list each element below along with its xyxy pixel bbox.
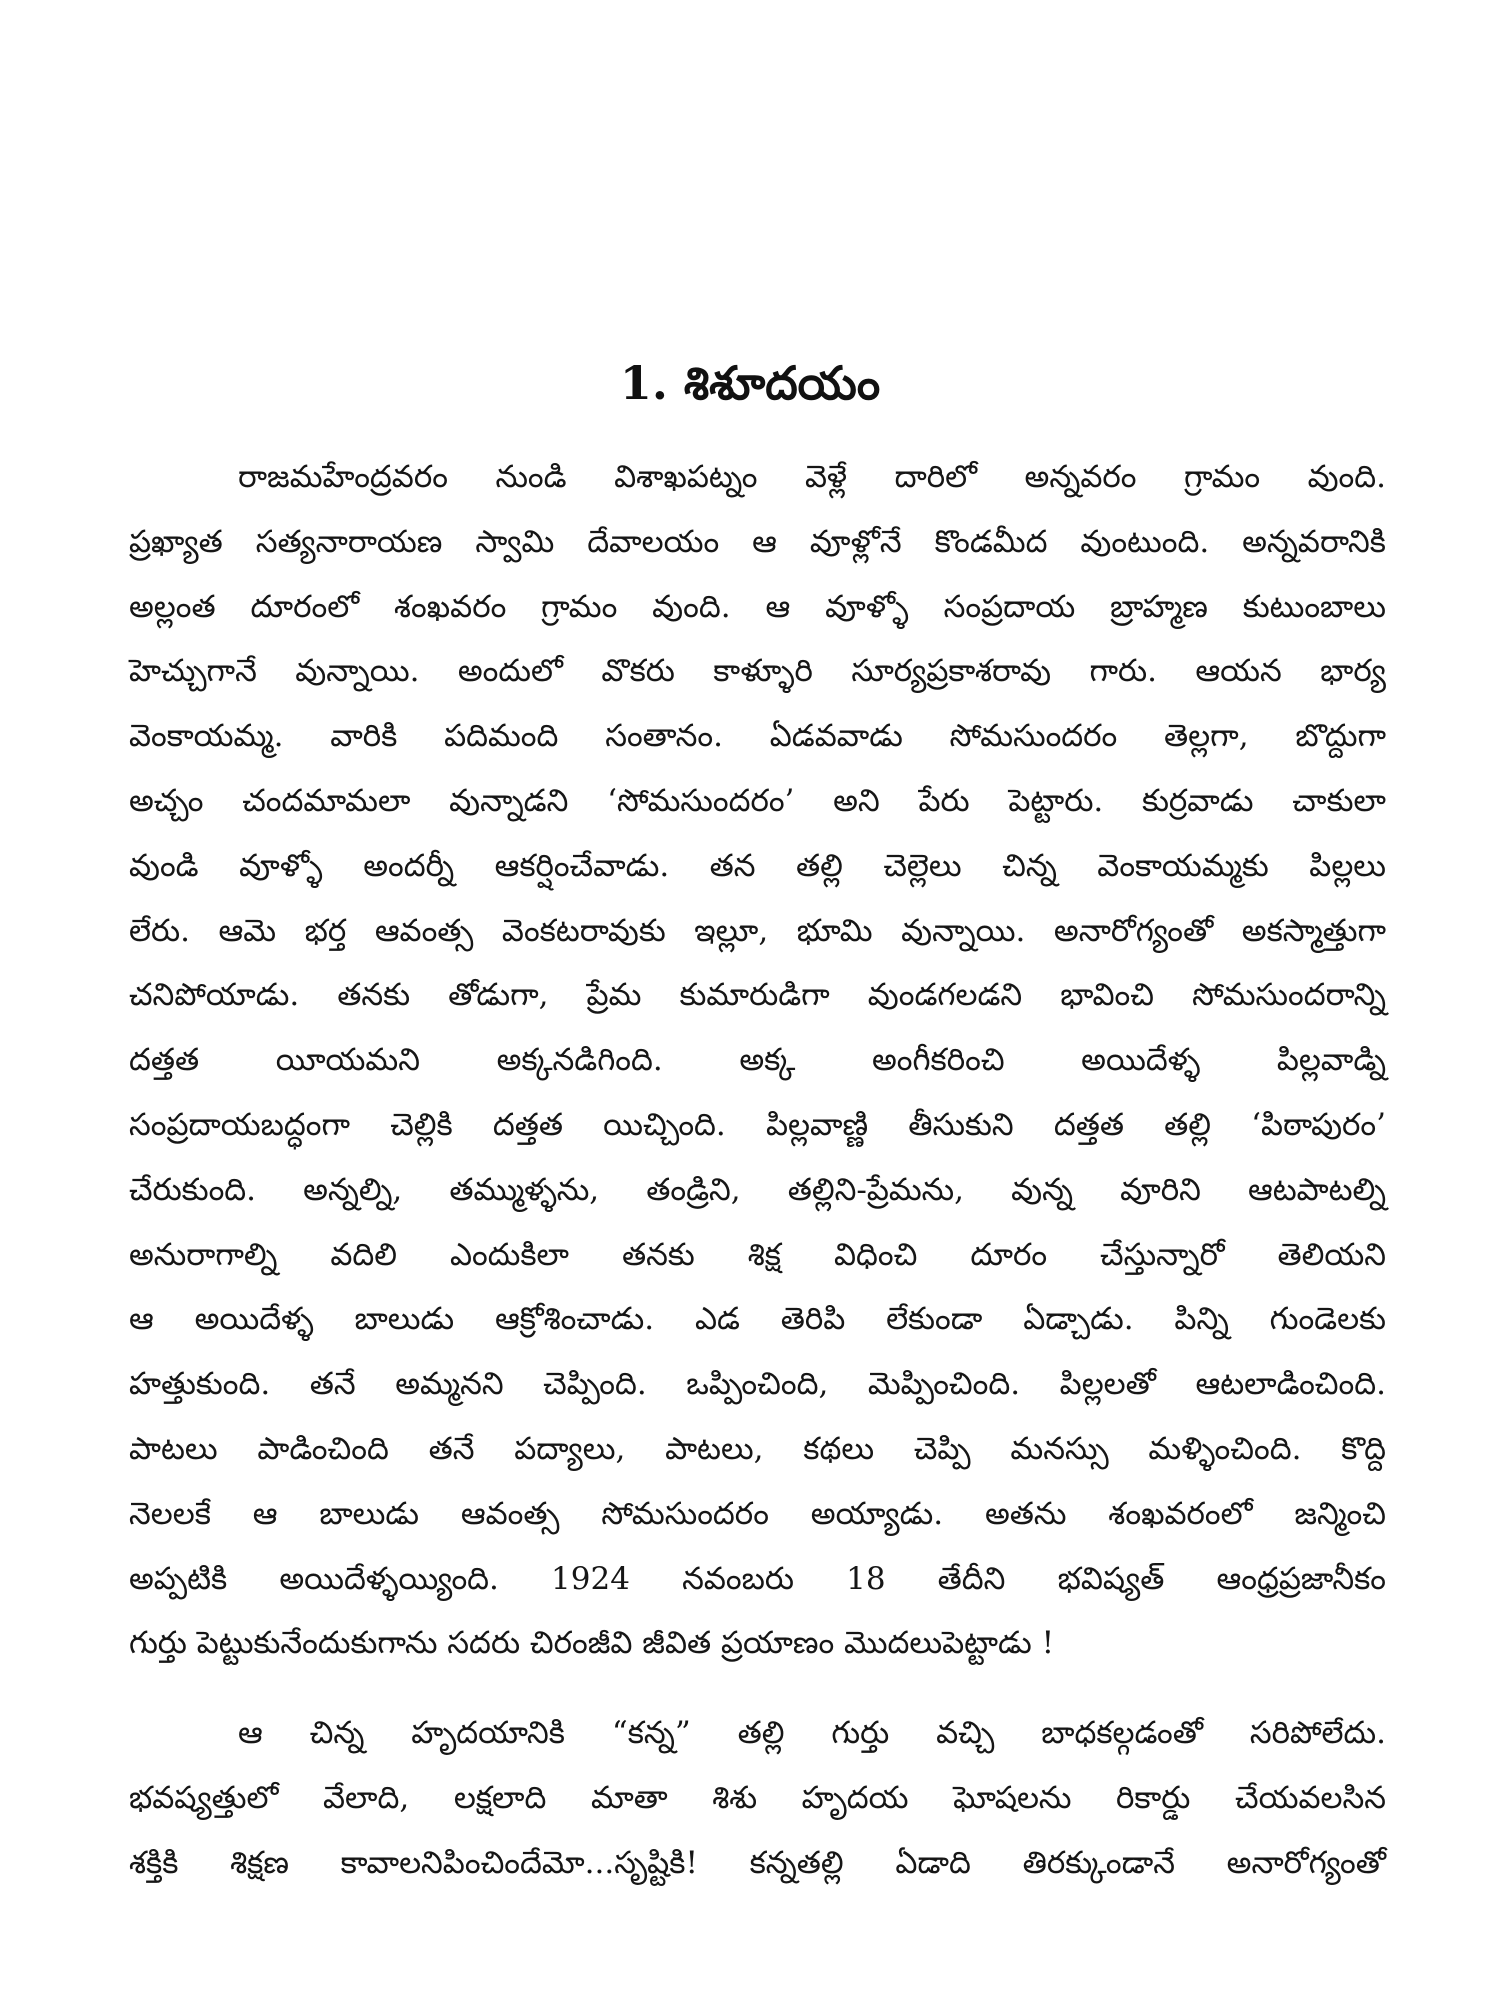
paragraph-2 — [129, 1701, 1386, 1895]
paragraph-1 — [129, 445, 1386, 1676]
text-line: చేరుకుంది. అన్నల్ని, తమ్ముళ్ళను, తండ్రిని, తల్లిని-ప్రేమను, వున్న వూరిని ఆటపాటల్ని — [129, 1171, 1386, 1208]
text-line: వుండి వూళ్ళో అందర్నీ ఆకర్షించేవాడు. తన తల్లి చెల్లెలు చిన్న వెంకాయమ్మకు పిల్లలు — [129, 847, 1386, 884]
chapter-body — [129, 445, 1386, 1896]
chapter-title: 1. శిశూదయం — [619, 356, 881, 410]
text-line: లేరు. ఆమె భర్త ఆవంత్స వెంకటరావుకు ఇల్లూ, భూమి వున్నాయి. అనారోగ్యంతో అకస్మాత్తుగా — [129, 912, 1386, 949]
text-line: నెలలకే ఆ బాలుడు ఆవంత్స సోమసుందరం అయ్యాడు. అతను శంఖవరంలో జన్మించి — [129, 1495, 1386, 1532]
text-line: పాటలు పాడించింది తనే పద్యాలు, పాటలు, కథలు చెప్పి మనస్సు మళ్ళించింది. కొద్ది — [129, 1430, 1386, 1467]
text-line: అనురాగాల్ని వదిలి ఎందుకిలా తనకు శిక్ష విధించి దూరం చేస్తున్నారో తెలియని — [129, 1236, 1386, 1273]
text-line: గుర్తు పెట్టుకునేందుకుగాను సదరు చిరంజీవి జీవిత ప్రయాణం మొదలుపెట్టాడు ! — [129, 1625, 1055, 1662]
text-line: శక్తికి శిక్షణ కావాలనిపించిందేమో...సృష్టికి! కన్నతల్లి ఏడాది తిరక్కుండానే అనారోగ్యంతో — [129, 1844, 1386, 1881]
text-line: హత్తుకుంది. తనే అమ్మనని చెప్పింది. ఒప్పించింది, మెప్పించింది. పిల్లలతో ఆటలాడించింది. — [129, 1366, 1386, 1403]
text-line: సంప్రదాయబద్ధంగా చెల్లికి దత్తత యిచ్చింది. పిల్లవాణ్ణి తీసుకుని దత్తత తల్లి ‘పిఠాపురం’ — [129, 1106, 1386, 1143]
text-line: ప్రఖ్యాత సత్యనారాయణ స్వామి దేవాలయం ఆ వూళ్లోనే కొండమీద వుంటుంది. అన్నవరానికి — [129, 523, 1386, 560]
text-line: హెచ్చుగానే వున్నాయి. అందులో వొకరు కాళ్ళూరి సూర్యప్రకాశరావు గారు. ఆయన భార్య — [129, 653, 1386, 690]
text-line: అచ్చం చందమామలా వున్నాడని ‘సోమసుందరం’ అని పేరు పెట్టారు. కుర్రవాడు చాకులా — [129, 782, 1386, 819]
text-line: రాజమహేంద్రవరం నుండి విశాఖపట్నం వెళ్లే దారిలో అన్నవరం గ్రామం వుంది. — [238, 459, 1386, 495]
text-line: అప్పటికి అయిదేళ్ళయ్యింది. 1924 నవంబరు 18 తేదీని భవిష్యత్ ఆంధ్రప్రజానీకం — [129, 1560, 1386, 1597]
text-line: ఆ అయిదేళ్ళ బాలుడు ఆక్రోశించాడు. ఎడ తెరిపి లేకుండా ఏడ్చాడు. పిన్ని గుండెలకు — [129, 1301, 1386, 1338]
text-line: ఆ చిన్న హృదయానికి “కన్న” తల్లి గుర్తు వచ్చి బాధకల్గడంతో సరిపోలేదు. — [238, 1715, 1386, 1752]
text-line: దత్తత యీయమని అక్కనడిగింది. అక్క అంగీకరించి అయిదేళ్ళ పిల్లవాడ్ని — [129, 1042, 1386, 1079]
text-line: అల్లంత దూరంలో శంఖవరం గ్రామం వుంది. ఆ వూళ్ళో సంప్రదాయ బ్రాహ్మణ కుటుంబాలు — [129, 588, 1386, 625]
text-line: భవష్యత్తులో వేలాది, లక్షలాది మాతా శిశు హృదయ ఘోషలను రికార్డు చేయవలసిన — [129, 1779, 1386, 1816]
text-line: చనిపోయాడు. తనకు తోడుగా, ప్రేమ కుమారుడిగా వుండగలడని భావించి సోమసుందరాన్ని — [129, 977, 1386, 1014]
text-line: వెంకాయమ్మ. వారికి పదిమంది సంతానం. ఏడవవాడు సోమసుందరం తెల్లగా, బొద్దుగా — [129, 718, 1386, 755]
